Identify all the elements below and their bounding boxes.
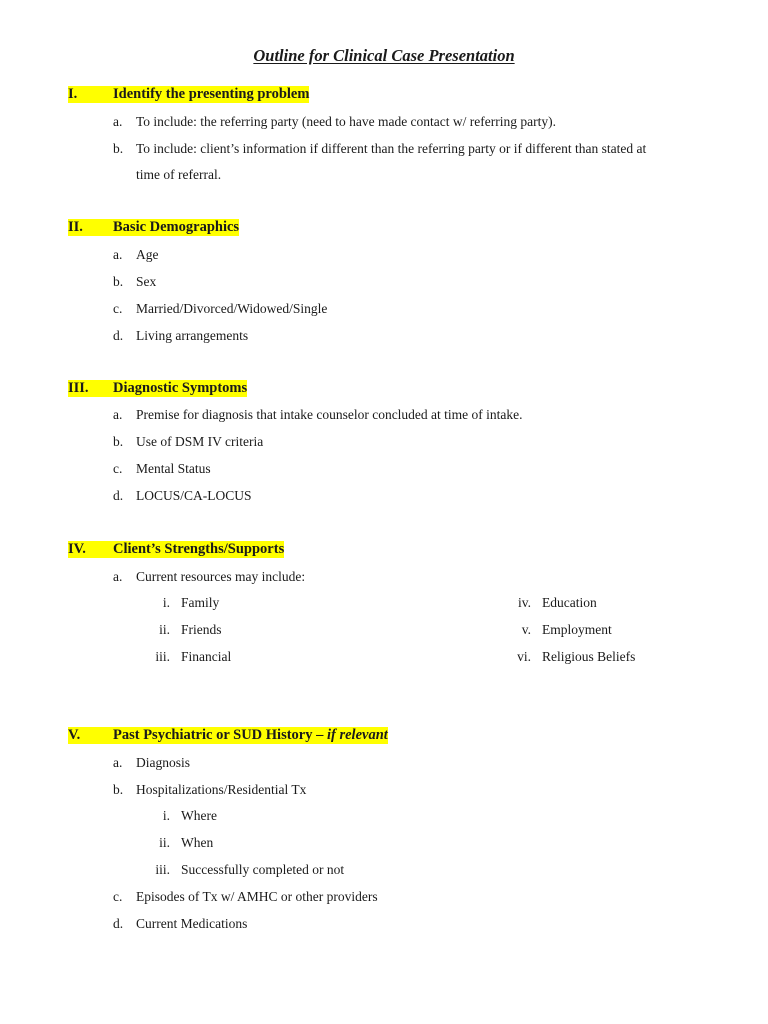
list-item: Married/Divorced/Widowed/Single: [136, 301, 328, 316]
document-title: Outline for Clinical Case Presentation: [253, 46, 515, 65]
list-item: Hospitalizations/Residential Tx: [136, 782, 307, 797]
section-number: III.: [68, 380, 113, 397]
list-item: To include: the referring party (need to have made contact w/ referring party).: [136, 114, 556, 129]
roman-numeral: iii.: [155, 862, 170, 877]
item-letter: a.: [113, 755, 123, 770]
item-letter: c.: [113, 889, 123, 904]
section-heading: Basic Demographics: [113, 219, 240, 235]
item-letter: c.: [113, 301, 123, 316]
resource-item: Family: [181, 595, 220, 610]
resource-item: Religious Beliefs: [542, 649, 636, 664]
list-item: Episodes of Tx w/ AMHC or other providers: [136, 889, 378, 904]
resource-item: Financial: [181, 649, 232, 664]
section-number: II.: [68, 219, 113, 236]
item-letter: a.: [113, 114, 123, 129]
section-heading-emphasis: if relevant: [326, 727, 388, 743]
list-item: To include: client’s information if different than the referring party or if different than stated at: [136, 141, 647, 156]
item-letter: b.: [113, 434, 124, 449]
item-letter: a.: [113, 247, 123, 262]
list-item: Living arrangements: [136, 328, 249, 343]
section-heading-text: Past Psychiatric or SUD History –: [113, 727, 324, 743]
item-letter: a.: [113, 569, 123, 584]
list-item: Premise for diagnosis that intake counselor concluded at time of intake.: [136, 407, 523, 422]
resource-item: Friends: [181, 622, 222, 637]
list-item: Current resources may include:: [136, 569, 306, 584]
resource-item: Education: [542, 595, 597, 610]
section-heading: Identify the presenting problem: [113, 86, 310, 102]
section-number: V.: [68, 727, 113, 744]
roman-numeral: i.: [162, 595, 170, 610]
item-letter: d.: [113, 328, 124, 343]
item-letter: d.: [113, 916, 124, 931]
section-heading: Diagnostic Symptoms: [113, 380, 248, 396]
list-item: Diagnosis: [136, 755, 190, 770]
list-item: Sex: [136, 274, 157, 289]
roman-numeral: ii.: [159, 835, 170, 850]
list-item: Use of DSM IV criteria: [136, 434, 264, 449]
item-letter: d.: [113, 488, 124, 503]
roman-numeral: i.: [162, 808, 170, 823]
section-heading: [113, 727, 388, 744]
roman-numeral: iv.: [518, 595, 531, 610]
item-letter: c.: [113, 461, 123, 476]
item-letter: b.: [113, 782, 124, 797]
list-item: Current Medications: [136, 916, 248, 931]
item-letter: b.: [113, 141, 124, 156]
section-number: IV.: [68, 541, 113, 558]
sub-item: Where: [181, 808, 217, 823]
sub-item: When: [181, 835, 214, 850]
list-item: Age: [136, 247, 159, 262]
list-item-continuation: time of referral.: [136, 167, 222, 182]
roman-numeral: v.: [521, 622, 531, 637]
sub-item: Successfully completed or not: [181, 862, 345, 877]
resource-item: Employment: [542, 622, 612, 637]
list-item: Mental Status: [136, 461, 211, 476]
roman-numeral: vi.: [517, 649, 531, 664]
item-letter: a.: [113, 407, 123, 422]
list-item: LOCUS/CA-LOCUS: [136, 488, 252, 503]
item-letter: b.: [113, 274, 124, 289]
section-heading: Client’s Strengths/Supports: [113, 541, 285, 557]
section-number: I.: [68, 86, 113, 103]
roman-numeral: ii.: [159, 622, 170, 637]
roman-numeral: iii.: [155, 649, 170, 664]
